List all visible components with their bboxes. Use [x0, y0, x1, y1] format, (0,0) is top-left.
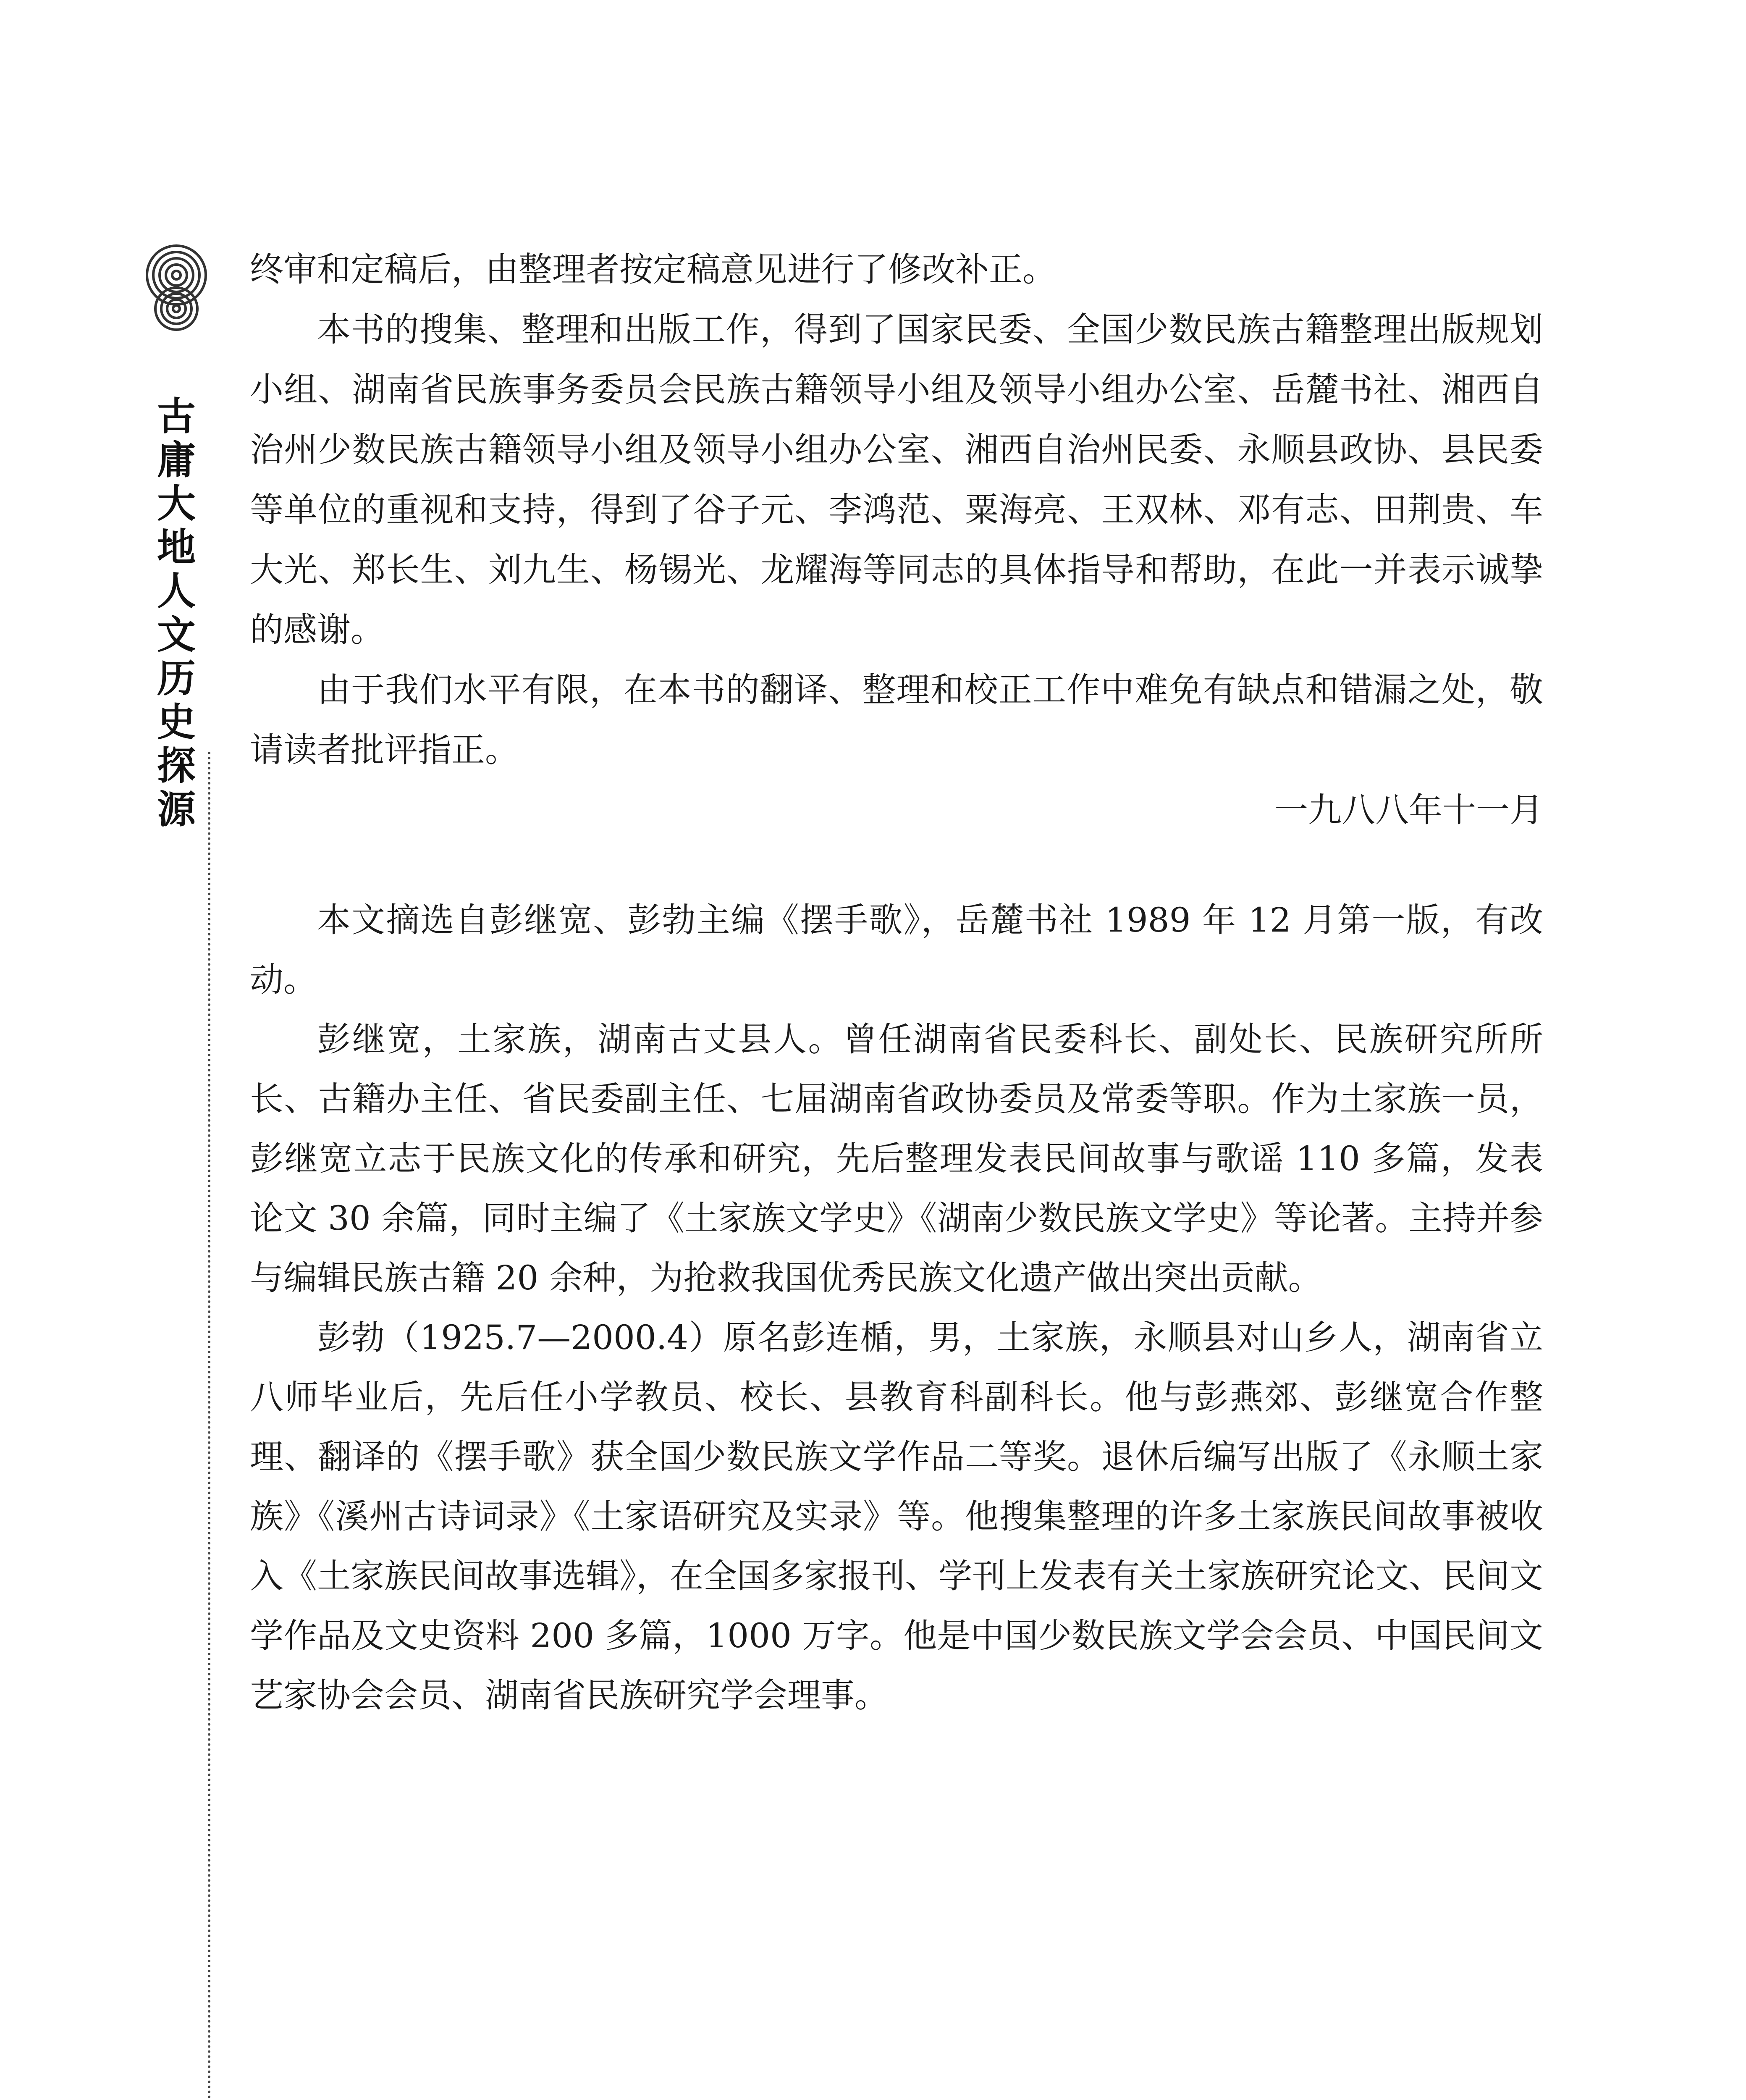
- preface-paragraph: 终审和定稿后，由整理者按定稿意见进行了修改补正。: [250, 250, 1056, 289]
- series-title: 古庸大地人文历史探源: [157, 394, 196, 832]
- cloud-ornament-icon: [126, 235, 218, 340]
- margin-dotted-rule: [208, 752, 210, 2100]
- notes-text: [250, 890, 1543, 1725]
- preface-paragraph: 由于我们水平有限，在本书的翻译、整理和校正工作中难免有缺点和错漏之处，敬请读者批评指正。: [250, 670, 1543, 769]
- author-bio: 彭勃（1925.7—2000.4）原名彭连楯，男，土家族，永顺县对山乡人，湖南省立八师毕业后，先后任小学教员、校长、县教育科副科长。他与彭燕郊、彭继宽合作整理、翻译的《摆手歌》获全国少数民族文学作品二等奖。退休后编写出版了《永顺土家族》《溪州古诗词录》《土家语研究及实录》等。他搜集整理的许多土家族民间故事被收入《土家族民间故事选辑》，在全国多家报刊、学刊上发表有关土家族研究论文、民间文学作品及文史资料 200 多篇，1000 万字。他是中国少数民族文学会会员、中国民间文艺家协会会员、湖南省民族研究学会理事。: [250, 1318, 1543, 1715]
- preface-paragraph: 本书的搜集、整理和出版工作，得到了国家民委、全国少数民族古籍整理出版规划小组、湖南省民族事务委员会民族古籍领导小组及领导小组办公室、岳麓书社、湘西自治州少数民族古籍领导小组及领导小组办公室、湘西自治州民委、永顺县政协、县民委等单位的重视和支持，得到了谷子元、李鸿范、粟海亮、王双林、邓有志、田荆贵、车大光、郑长生、刘九生、杨锡光、龙耀海等同志的具体指导和帮助，在此一并表示诚挚的感谢。: [250, 310, 1543, 649]
- author-bio: 彭继宽，土家族，湖南古丈县人。曾任湖南省民委科长、副处长、民族研究所所长、古籍办主任、省民委副主任、七届湖南省政协委员及常委等职。作为土家族一员，彭继宽立志于民族文化的传承和研究，先后整理发表民间故事与歌谣 110 多篇，发表论文 30 余篇，同时主编了《土家族文学史》《湖南少数民族文学史》等论著。主持并参与编辑民族古籍 20 余种，为抢救我国优秀民族文化遗产做出突出贡献。: [250, 1020, 1543, 1297]
- source-note: 本文摘选自彭继宽、彭勃主编《摆手歌》，岳麓书社 1989 年 12 月第一版，有改动。: [250, 900, 1543, 999]
- preface-date: 一九八八年十一月: [1274, 790, 1543, 830]
- preface-text: [250, 239, 1543, 840]
